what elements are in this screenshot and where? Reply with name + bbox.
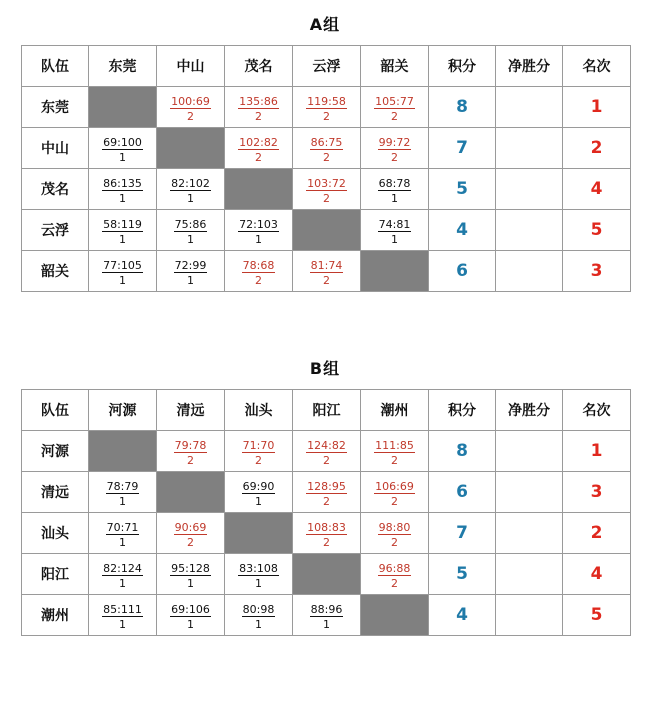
header-cell: 潮州 xyxy=(361,390,429,431)
team-name: 中山 xyxy=(22,128,89,169)
header-row xyxy=(22,390,631,431)
match-points: 2 xyxy=(323,495,330,508)
team-name: 东莞 xyxy=(22,87,89,128)
header-cell: 中山 xyxy=(157,46,225,87)
match-result-cell xyxy=(361,431,429,472)
match-points: 1 xyxy=(187,274,194,287)
header-cell: 阳江 xyxy=(293,390,361,431)
match-points: 2 xyxy=(391,577,398,590)
header-cell: 河源 xyxy=(89,390,157,431)
net-points xyxy=(496,169,563,210)
match-result-cell xyxy=(361,513,429,554)
match-score: 79:78 xyxy=(174,439,207,452)
match-points: 1 xyxy=(187,618,194,631)
match-points: 2 xyxy=(323,110,330,123)
match-points: 2 xyxy=(323,536,330,549)
table-row xyxy=(22,554,631,595)
match-result-cell xyxy=(157,554,225,595)
header-cell: 茂名 xyxy=(225,46,293,87)
match-score: 99:72 xyxy=(378,136,411,149)
match-points: 1 xyxy=(119,536,126,549)
team-name: 阳江 xyxy=(22,554,89,595)
self-match-cell xyxy=(157,128,225,169)
match-points: 1 xyxy=(119,274,126,287)
match-result-cell xyxy=(225,554,293,595)
net-points xyxy=(496,251,563,292)
match-score: 111:85 xyxy=(375,439,414,452)
total-points: 7 xyxy=(429,128,496,169)
header-cell: 净胜分 xyxy=(496,46,563,87)
rank: 5 xyxy=(563,210,631,251)
match-points: 1 xyxy=(255,577,262,590)
match-result-cell xyxy=(293,128,361,169)
match-result-cell xyxy=(157,87,225,128)
header-row xyxy=(22,46,631,87)
match-result-cell xyxy=(293,513,361,554)
match-result-cell xyxy=(89,251,157,292)
header-cell: 名次 xyxy=(563,46,631,87)
match-score: 88:96 xyxy=(310,603,343,616)
match-score: 68:78 xyxy=(378,177,411,190)
match-result-cell xyxy=(225,595,293,636)
match-result-cell xyxy=(293,595,361,636)
match-points: 2 xyxy=(187,110,194,123)
match-score: 96:88 xyxy=(378,562,411,575)
match-result-cell xyxy=(225,472,293,513)
match-score: 69:106 xyxy=(171,603,210,616)
match-result-cell xyxy=(157,210,225,251)
match-points: 2 xyxy=(255,151,262,164)
match-result-cell xyxy=(361,210,429,251)
group-a-table xyxy=(21,45,631,292)
self-match-cell xyxy=(157,472,225,513)
match-score: 106:69 xyxy=(375,480,414,493)
match-points: 2 xyxy=(323,192,330,205)
match-result-cell xyxy=(361,472,429,513)
match-score: 100:69 xyxy=(171,95,210,108)
match-result-cell xyxy=(361,169,429,210)
match-points: 1 xyxy=(119,495,126,508)
match-points: 1 xyxy=(119,192,126,205)
match-result-cell xyxy=(361,128,429,169)
self-match-cell xyxy=(293,210,361,251)
total-points: 4 xyxy=(429,210,496,251)
match-result-cell xyxy=(157,251,225,292)
total-points: 5 xyxy=(429,169,496,210)
rank: 4 xyxy=(563,554,631,595)
match-points: 2 xyxy=(187,536,194,549)
match-points: 1 xyxy=(255,233,262,246)
team-name: 潮州 xyxy=(22,595,89,636)
net-points xyxy=(496,554,563,595)
rank: 2 xyxy=(563,513,631,554)
match-result-cell xyxy=(225,251,293,292)
table-row xyxy=(22,472,631,513)
match-points: 2 xyxy=(323,454,330,467)
match-result-cell xyxy=(225,431,293,472)
match-points: 1 xyxy=(119,618,126,631)
match-result-cell xyxy=(293,251,361,292)
match-points: 2 xyxy=(323,274,330,287)
match-points: 2 xyxy=(391,151,398,164)
match-points: 2 xyxy=(391,495,398,508)
header-cell: 清远 xyxy=(157,390,225,431)
header-cell: 积分 xyxy=(429,46,496,87)
match-points: 2 xyxy=(255,274,262,287)
match-score: 83:108 xyxy=(239,562,278,575)
match-score: 71:70 xyxy=(242,439,275,452)
table-row xyxy=(22,513,631,554)
match-result-cell xyxy=(225,210,293,251)
match-result-cell xyxy=(89,513,157,554)
match-result-cell xyxy=(225,128,293,169)
team-name: 云浮 xyxy=(22,210,89,251)
total-points: 7 xyxy=(429,513,496,554)
net-points xyxy=(496,210,563,251)
match-result-cell xyxy=(293,431,361,472)
header-cell: 净胜分 xyxy=(496,390,563,431)
total-points: 6 xyxy=(429,472,496,513)
rank: 3 xyxy=(563,472,631,513)
match-score: 103:72 xyxy=(307,177,346,190)
match-points: 2 xyxy=(391,110,398,123)
match-result-cell xyxy=(89,554,157,595)
match-points: 2 xyxy=(187,454,194,467)
rank: 3 xyxy=(563,251,631,292)
match-result-cell xyxy=(157,431,225,472)
match-points: 2 xyxy=(255,110,262,123)
match-score: 70:71 xyxy=(106,521,139,534)
table-row xyxy=(22,431,631,472)
self-match-cell xyxy=(361,595,429,636)
match-points: 1 xyxy=(119,577,126,590)
match-points: 1 xyxy=(391,233,398,246)
match-result-cell xyxy=(361,87,429,128)
team-name: 韶关 xyxy=(22,251,89,292)
total-points: 6 xyxy=(429,251,496,292)
match-result-cell xyxy=(157,169,225,210)
match-points: 1 xyxy=(119,233,126,246)
match-points: 1 xyxy=(187,233,194,246)
match-result-cell xyxy=(89,472,157,513)
match-score: 85:111 xyxy=(103,603,142,616)
match-points: 2 xyxy=(323,151,330,164)
match-score: 82:102 xyxy=(171,177,210,190)
match-points: 1 xyxy=(119,151,126,164)
rank: 1 xyxy=(563,87,631,128)
self-match-cell xyxy=(225,169,293,210)
net-points xyxy=(496,472,563,513)
rank: 1 xyxy=(563,431,631,472)
header-team-label: 队伍 xyxy=(22,390,89,431)
match-score: 78:68 xyxy=(242,259,275,272)
match-score: 75:86 xyxy=(174,218,207,231)
self-match-cell xyxy=(225,513,293,554)
group-b-title: B组 xyxy=(309,359,341,378)
total-points: 4 xyxy=(429,595,496,636)
match-points: 2 xyxy=(255,454,262,467)
team-name: 茂名 xyxy=(22,169,89,210)
match-points: 2 xyxy=(391,454,398,467)
match-score: 95:128 xyxy=(171,562,210,575)
match-result-cell xyxy=(157,513,225,554)
match-score: 86:135 xyxy=(103,177,142,190)
rank: 2 xyxy=(563,128,631,169)
match-result-cell xyxy=(293,87,361,128)
match-result-cell xyxy=(293,472,361,513)
match-score: 80:98 xyxy=(242,603,275,616)
match-score: 102:82 xyxy=(239,136,278,149)
header-cell: 韶关 xyxy=(361,46,429,87)
group-b-table xyxy=(21,389,631,636)
match-score: 135:86 xyxy=(239,95,278,108)
team-name: 河源 xyxy=(22,431,89,472)
match-score: 124:82 xyxy=(307,439,346,452)
match-points: 1 xyxy=(187,192,194,205)
header-cell: 东莞 xyxy=(89,46,157,87)
match-score: 69:100 xyxy=(103,136,142,149)
self-match-cell xyxy=(89,87,157,128)
match-score: 69:90 xyxy=(242,480,275,493)
match-points: 1 xyxy=(187,577,194,590)
self-match-cell xyxy=(89,431,157,472)
match-score: 74:81 xyxy=(378,218,411,231)
team-name: 清远 xyxy=(22,472,89,513)
match-score: 78:79 xyxy=(106,480,139,493)
match-score: 81:74 xyxy=(310,259,343,272)
net-points xyxy=(496,595,563,636)
table-row xyxy=(22,169,631,210)
match-score: 86:75 xyxy=(310,136,343,149)
rank: 4 xyxy=(563,169,631,210)
table-row xyxy=(22,210,631,251)
header-team-label: 队伍 xyxy=(22,46,89,87)
group-a-title: A组 xyxy=(309,15,341,34)
match-score: 105:77 xyxy=(375,95,414,108)
match-score: 77:105 xyxy=(103,259,142,272)
header-cell: 云浮 xyxy=(293,46,361,87)
match-score: 82:124 xyxy=(103,562,142,575)
team-name: 汕头 xyxy=(22,513,89,554)
match-score: 90:69 xyxy=(174,521,207,534)
header-cell: 汕头 xyxy=(225,390,293,431)
match-result-cell xyxy=(89,128,157,169)
total-points: 8 xyxy=(429,87,496,128)
self-match-cell xyxy=(293,554,361,595)
table-row xyxy=(22,595,631,636)
match-score: 72:103 xyxy=(239,218,278,231)
rank: 5 xyxy=(563,595,631,636)
table-row xyxy=(22,251,631,292)
header-cell: 积分 xyxy=(429,390,496,431)
match-points: 1 xyxy=(323,618,330,631)
match-result-cell xyxy=(293,169,361,210)
match-score: 72:99 xyxy=(174,259,207,272)
net-points xyxy=(496,128,563,169)
header-cell: 名次 xyxy=(563,390,631,431)
total-points: 8 xyxy=(429,431,496,472)
match-points: 1 xyxy=(391,192,398,205)
match-points: 1 xyxy=(255,495,262,508)
match-score: 128:95 xyxy=(307,480,346,493)
match-points: 1 xyxy=(255,618,262,631)
match-score: 119:58 xyxy=(307,95,346,108)
match-score: 58:119 xyxy=(103,218,142,231)
match-result-cell xyxy=(89,595,157,636)
net-points xyxy=(496,513,563,554)
table-row xyxy=(22,128,631,169)
match-score: 98:80 xyxy=(378,521,411,534)
match-result-cell xyxy=(361,554,429,595)
match-score: 108:83 xyxy=(307,521,346,534)
match-result-cell xyxy=(225,87,293,128)
total-points: 5 xyxy=(429,554,496,595)
match-points: 2 xyxy=(391,536,398,549)
match-result-cell xyxy=(157,595,225,636)
self-match-cell xyxy=(361,251,429,292)
match-result-cell xyxy=(89,210,157,251)
net-points xyxy=(496,431,563,472)
net-points xyxy=(496,87,563,128)
table-row xyxy=(22,87,631,128)
match-result-cell xyxy=(89,169,157,210)
